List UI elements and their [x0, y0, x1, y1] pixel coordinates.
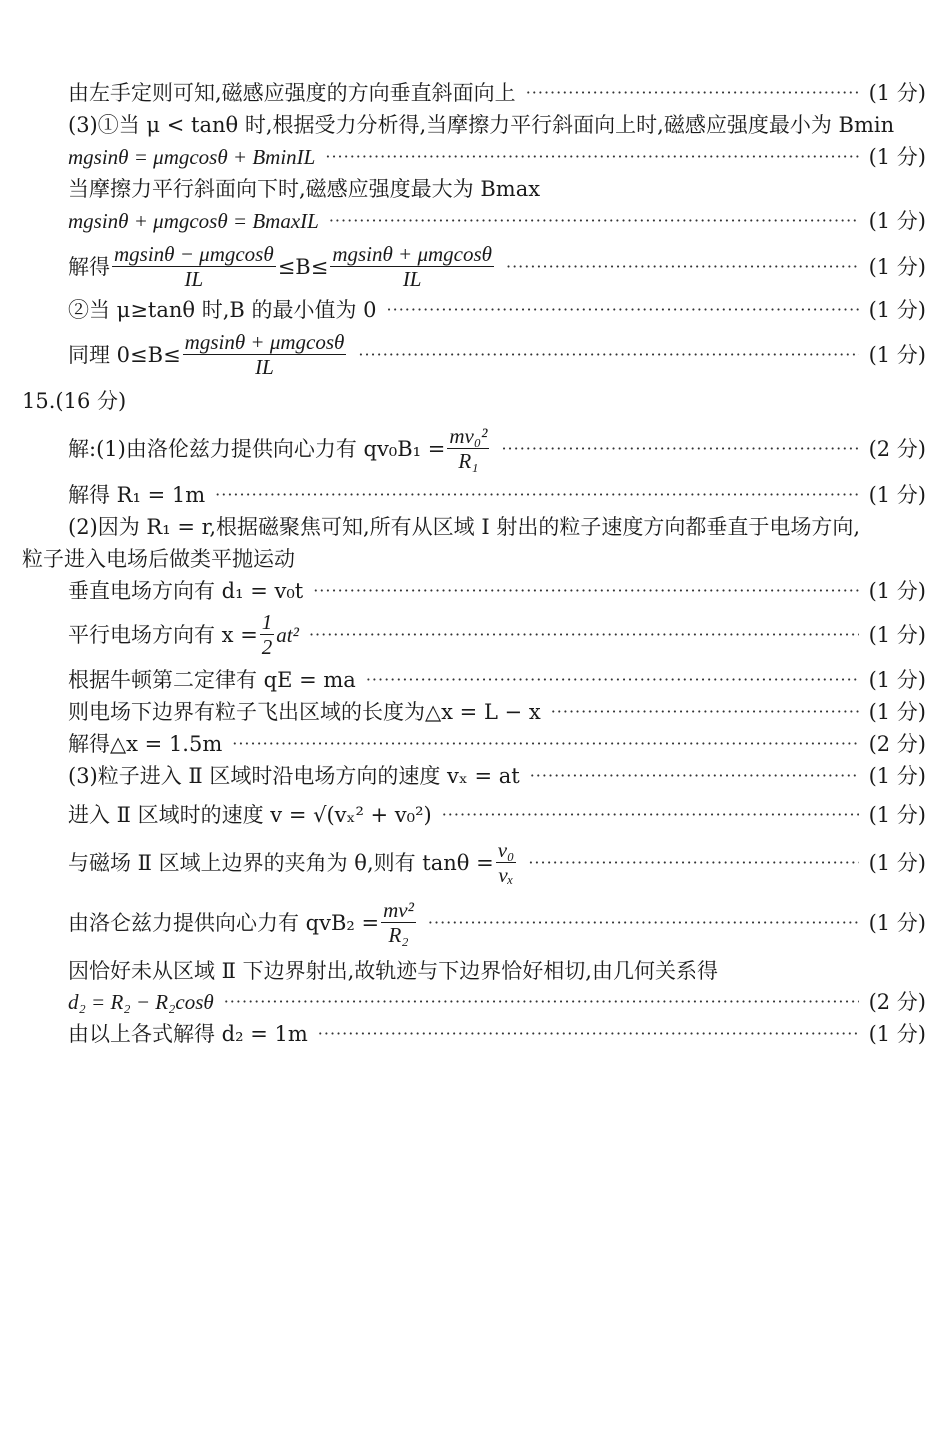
solution-line: 当摩擦力平行斜面向下时,磁感应强度最大为 Bmax — [68, 177, 541, 201]
fraction: $\frac{\text{v₀}}{\text{vₓ}}$ — [497, 838, 515, 887]
solution-line: (3)①当 μ < tanθ 时,根据受力分析得,当摩擦力平行斜面向上时,磁感应强度最小为 Bmin — [68, 113, 895, 137]
solution-equation: mgsinθ + μmgcosθ = BmaxIL ····· (1 分) — [68, 208, 926, 234]
fraction: $\frac{\text{mgsinθ + μmgcosθ}}{IL}$ — [184, 330, 345, 379]
fraction: $\frac{\text{mv²}}{\text{R₂}}$ — [383, 898, 414, 947]
solution-line: 则电场下边界有粒子飞出区域的长度为△x = L − x ····· (1 分) — [68, 699, 926, 725]
fraction: $\frac{\text{mv₀²}}{\text{R₁}}$ — [449, 424, 488, 473]
solution-equation: 解:(1)由洛伦兹力提供向心力有 qv₀B₁ = $\frac{\text{mv₀²}}{\text{R₁}}$ ····· (2 分) — [68, 424, 926, 473]
solution-equation: 平行电场方向有 x = $\frac{1}{2}$ at² ····· (1 分) — [68, 610, 926, 659]
solution-line: 粒子进入电场后做类平抛运动 — [22, 547, 295, 571]
solution-line: 由以上各式解得 d₂ = 1m ····· (1 分) — [68, 1021, 926, 1047]
solution-line: 进入 Ⅱ 区域时的速度 v = √(vₓ² + v₀²) ····· (1 分) — [68, 802, 926, 828]
solution-line: 解得△x = 1.5m ····· (2 分) — [68, 731, 926, 757]
solution-line: 垂直电场方向有 d₁ = v₀t ····· (1 分) — [68, 578, 926, 604]
cropped-top-line — [68, 36, 928, 52]
solution-line: 解得 R₁ = 1m ····· (1 分) — [68, 482, 926, 508]
solution-line: (2)因为 R₁ = r,根据磁聚焦可知,所有从区域 I 射出的粒子速度方向都垂直于电场方向, — [68, 515, 860, 539]
solution-equation: 由洛仑兹力提供向心力有 qvB₂ = $\frac{\text{mv²}}{\text{R₂}}$ ····· (1 分) — [68, 898, 926, 947]
solution-inequality: 同理 0≤B≤ $\frac{\text{mgsinθ + μmgcosθ}}{IL}$ ····· (1 分) — [68, 330, 926, 379]
question-heading: 15.(16 分) — [22, 389, 127, 413]
fraction: $\frac{\text{mgsinθ + μmgcosθ}}{IL}$ — [332, 242, 492, 291]
solution-line: (3)粒子进入 Ⅱ 区域时沿电场方向的速度 vₓ = at ····· (1 分) — [68, 763, 926, 789]
fraction: $\frac{\text{mgsinθ − μmgcosθ}}{IL}$ — [114, 242, 274, 291]
fraction: $\frac{1}{2}$ — [261, 610, 273, 659]
solution-equation: 与磁场 Ⅱ 区域上边界的夹角为 θ,则有 tanθ = $\frac{\text{v₀}}{\text{vₓ}}$ ····· (1 分) — [68, 838, 926, 887]
solution-equation: d₂ = R₂ − R₂cosθ ····· (2 分) — [68, 989, 926, 1015]
solution-equation: mgsinθ = μmgcosθ + BminIL ····· (1 分) — [68, 144, 926, 170]
solution-line: 由左手定则可知,磁感应强度的方向垂直斜面向上 ····· (1 分) — [68, 80, 926, 106]
solution-line: ②当 μ≥tanθ 时,B 的最小值为 0 ····· (1 分) — [68, 297, 926, 323]
solution-inequality: 解得 $\frac{\text{mgsinθ − μmgcosθ}}{IL}$ ≤B≤ $\frac{\text{mgsinθ + μmgcosθ}}{IL}$ ····· (1 分) — [68, 242, 926, 291]
solution-line: 根据牛顿第二定律有 qE = ma ····· (1 分) — [68, 667, 926, 693]
solution-line: 因恰好未从区域 Ⅱ 下边界射出,故轨迹与下边界恰好相切,由几何关系得 — [68, 959, 718, 983]
